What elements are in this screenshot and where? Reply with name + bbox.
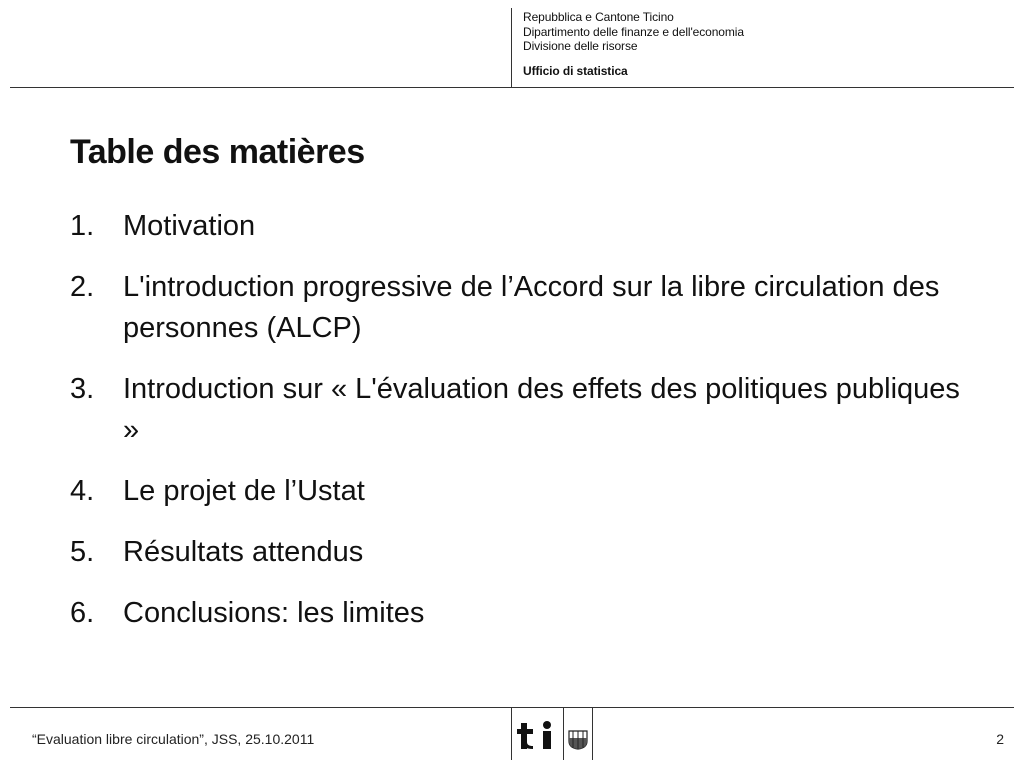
toc-item: [70, 369, 970, 451]
toc-item: [70, 471, 970, 512]
toc-item-text: Conclusions: les limites: [123, 597, 425, 629]
footer-logo: [511, 708, 593, 760]
toc-item-number: 4.: [70, 475, 95, 507]
logo-divider-middle: [563, 708, 564, 760]
logo-divider-right: [592, 708, 593, 760]
logo-divider-left: [511, 708, 512, 760]
toc-item-text: Motivation: [123, 210, 256, 242]
toc-item-text: Introduction sur « L'évaluation des effets des politiques publiques »: [123, 373, 960, 446]
toc-item-number: 2.: [70, 271, 95, 303]
org-line-division: Divisione delle risorse: [523, 39, 638, 53]
table-of-contents: [70, 206, 970, 654]
toc-item-number: 6.: [70, 597, 95, 629]
toc-item: [70, 593, 970, 634]
slide-title: Table des matières: [70, 133, 365, 171]
org-line-department: Dipartimento delle finanze e dell'economia: [523, 24, 744, 39]
footer-caption: “Evaluation libre circulation”, JSS, 25.10.2011: [32, 731, 315, 747]
org-line-republic: Repubblica e Cantone Ticino: [523, 10, 674, 24]
toc-item-number: 3.: [70, 373, 95, 405]
office-name: Ufficio di statistica: [523, 64, 628, 78]
toc-item: [70, 267, 970, 349]
header-divider-vertical: [511, 8, 512, 87]
toc-item-text: Résultats attendus: [123, 536, 364, 568]
toc-item-number: 5.: [70, 536, 95, 568]
toc-item-number: 1.: [70, 210, 95, 242]
toc-item: [70, 532, 970, 573]
canton-shield-icon: [568, 730, 588, 750]
toc-item-text: Le projet de l’Ustat: [123, 475, 365, 507]
page-number: 2: [996, 731, 1004, 747]
organization-block: [523, 10, 744, 78]
toc-item: [70, 206, 970, 247]
toc-item-text: L'introduction progressive de l’Accord sur la libre circulation des personnes (ALCP): [123, 271, 940, 344]
header-divider: [10, 87, 1014, 88]
ti-logo-icon: [517, 720, 559, 750]
